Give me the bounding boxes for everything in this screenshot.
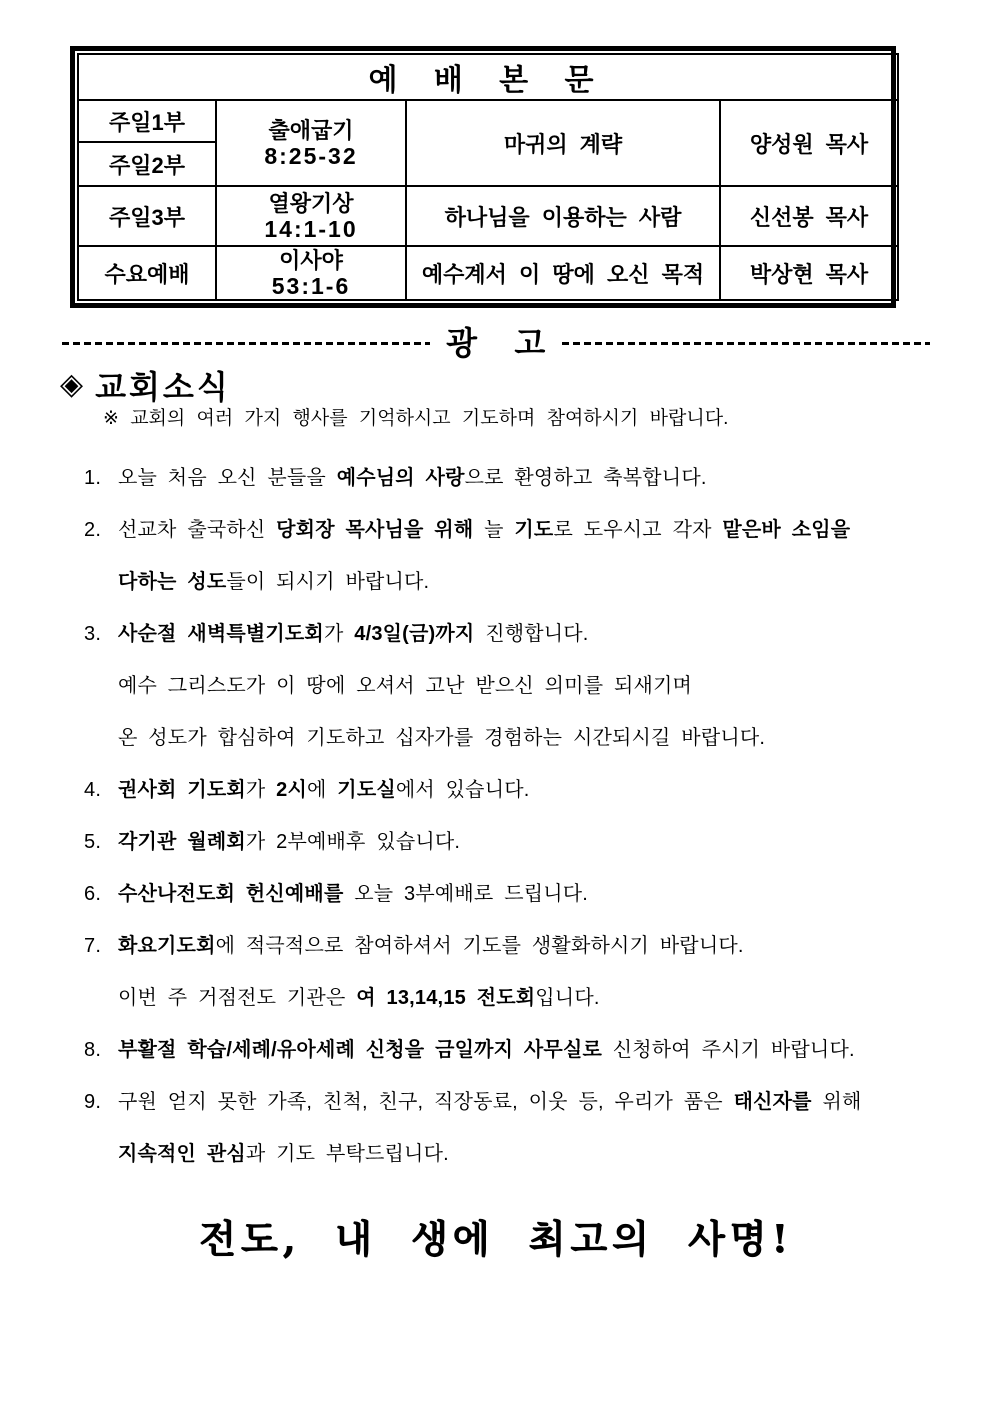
- news-item-1: 1. 오늘 처음 오신 분들을 예수님의 사랑으로 환영하고 축복합니다.: [84, 452, 972, 504]
- church-news-title: 교회소식: [95, 369, 231, 405]
- preacher-3: 박상현 목사: [720, 246, 898, 300]
- divider-dash-left: [62, 342, 430, 345]
- announcements-divider: [62, 322, 930, 364]
- news-item-3-line-2: 예수 그리스도가 이 땅에 오셔서 고난 받으신 의미를 되새기며: [118, 675, 693, 697]
- scripture-verse: 14:1-10: [264, 215, 358, 242]
- service-sunday-3: 주일3부: [78, 186, 216, 246]
- scripture-verse: 8:25-32: [264, 142, 358, 169]
- news-item-3-line-3: 온 성도가 합심하여 기도하고 십자가를 경험하는 시간되시길 바랍니다.: [118, 727, 766, 749]
- news-item-number: 1.: [84, 467, 102, 489]
- news-list: [84, 452, 972, 1180]
- worship-table-title: 예 배 본 문: [78, 54, 898, 100]
- news-item-2-line-2: 다하는 성도들이 되시기 바랍니다.: [118, 571, 430, 593]
- service-sunday-2: 주일2부: [78, 142, 216, 186]
- news-item-number: 4.: [84, 779, 102, 801]
- news-item-7-line-2: 이번 주 거점전도 기관은 여 13,14,15 전도회입니다.: [118, 987, 600, 1009]
- news-item-7: 7. 화요기도회에 적극적으로 참여하셔서 기도를 생활화하시기 바랍니다.: [84, 920, 972, 972]
- scripture-book: 열왕기상: [268, 190, 354, 216]
- scripture-verse: 53:1-6: [271, 272, 351, 299]
- sermon-title-1: 마귀의 계략: [406, 100, 720, 186]
- scripture-cell-1: [216, 100, 406, 186]
- scripture-book: 이사야: [279, 247, 343, 273]
- service-wednesday: 수요예배: [78, 246, 216, 300]
- sermon-title-3: 예수계서 이 땅에 오신 목적: [406, 246, 720, 300]
- news-item-number: 2.: [84, 519, 102, 541]
- diamond-bullet-icon: ◈: [60, 368, 84, 401]
- news-item-9: 9. 구원 얻지 못한 가족, 친척, 친구, 직장동료, 이웃 등, 우리가 품은 태신자를 위해: [84, 1076, 972, 1128]
- news-item-6: 6. 수산나전도회 헌신예배를 오늘 3부예배로 드립니다.: [84, 868, 972, 920]
- worship-table: [70, 46, 896, 308]
- news-item-5: 5. 각기관 월례회가 2부예배후 있습니다.: [84, 816, 972, 868]
- news-item-3: 3. 사순절 새벽특별기도회가 4/3일(금)까지 진행합니다.: [84, 608, 972, 660]
- news-item-9-line-2: 지속적인 관심과 기도 부탁드립니다.: [118, 1143, 449, 1165]
- news-item-number: 6.: [84, 883, 102, 905]
- church-news-note: ※ 교회의 여러 가지 행사를 기억하시고 기도하며 참여하시기 바랍니다.: [103, 408, 729, 429]
- news-item-number: 5.: [84, 831, 102, 853]
- scripture-book: 출애굽기: [268, 117, 354, 143]
- news-item-8: 8. 부활절 학습/세례/유아세례 신청을 금일까지 사무실로 신청하여 주시기 바랍니다.: [84, 1024, 972, 1076]
- news-item-number: 3.: [84, 623, 102, 645]
- preacher-1: 양성원 목사: [720, 100, 898, 186]
- scripture-cell-3: [216, 246, 406, 300]
- slogan-text: 전도, 내 생에 최고의 사명!: [199, 1216, 793, 1261]
- announcements-divider-label: 광 고: [446, 325, 546, 361]
- news-item-4: 4. 권사회 기도회가 2시에 기도실에서 있습니다.: [84, 764, 972, 816]
- preacher-2: 신선봉 목사: [720, 186, 898, 246]
- news-item-number: 9.: [84, 1091, 102, 1113]
- news-item-number: 7.: [84, 935, 102, 957]
- church-news-heading: [60, 362, 231, 408]
- news-item-2: 2. 선교차 출국하신 당회장 목사님을 위해 늘 기도로 도우시고 각자 맡은바 소임을: [84, 504, 972, 556]
- service-sunday-1: 주일1부: [78, 100, 216, 142]
- scripture-cell-2: [216, 186, 406, 246]
- news-item-number: 8.: [84, 1039, 102, 1061]
- sermon-title-2: 하나님을 이용하는 사람: [406, 186, 720, 246]
- divider-dash-right: [562, 342, 930, 345]
